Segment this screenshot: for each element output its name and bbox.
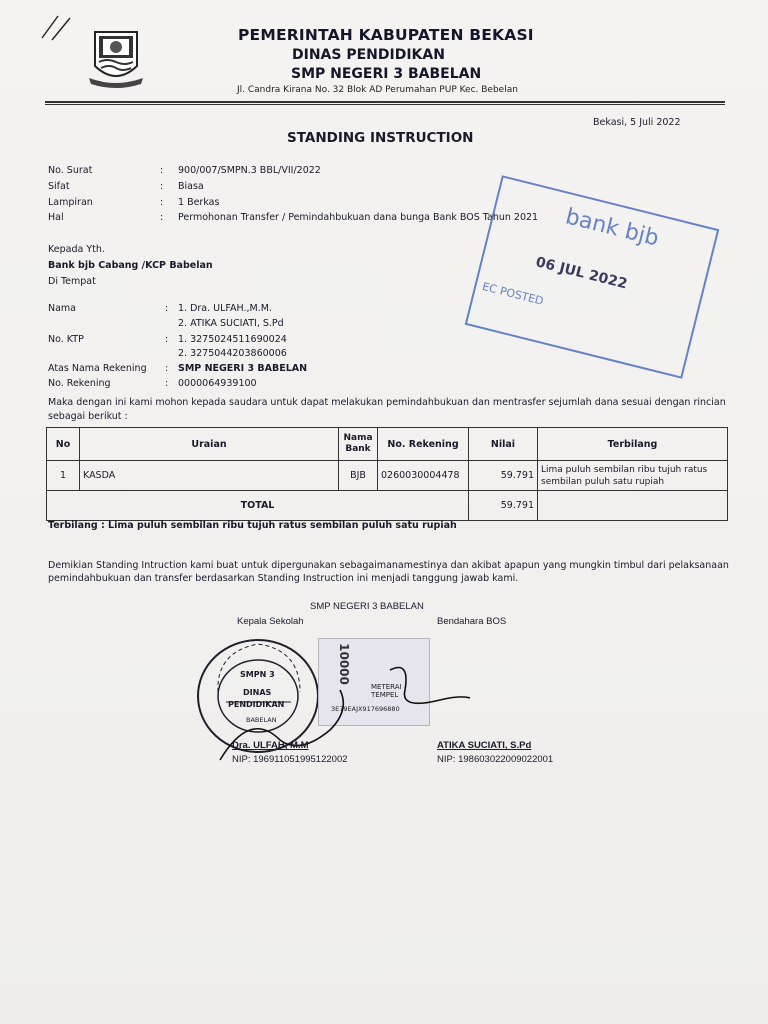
cell-terbilang [538, 461, 728, 491]
seal-center-2: DINAS [243, 688, 272, 697]
ktp-colon: : [165, 334, 169, 345]
signature-school: SMP NEGERI 3 BABELAN [310, 601, 424, 612]
recipient-bank: Bank bjb Cabang /KCP Babelan [48, 260, 213, 271]
nama-label: Nama [48, 303, 77, 314]
cell-rekening: 0260030004478 [378, 461, 469, 491]
header-government: PEMERINTAH KABUPATEN BEKASI [238, 26, 534, 44]
bank-received-stamp [465, 175, 720, 379]
rek-name: SMP NEGERI 3 BABELAN [178, 363, 308, 374]
meta-label-sifat: Sifat [48, 181, 70, 192]
table-header-row [47, 428, 728, 461]
meta-colon: : [160, 181, 164, 192]
signature-left-nip: NIP: 196911051995122002 [232, 754, 348, 765]
meta-label-lampiran: Lampiran [48, 197, 93, 208]
bank-stamp-date: 06 JUL 2022 [534, 254, 629, 293]
bank-stamp-name: bank bjb [562, 204, 662, 252]
meta-label-hal: Hal [48, 212, 64, 223]
seal-center-3: PENDIDIKAN [228, 700, 285, 709]
rek-no: 0000064939100 [178, 378, 257, 389]
handwritten-signatures [210, 650, 480, 770]
document-title: STANDING INSTRUCTION [287, 130, 474, 146]
recipient-to: Kepada Yth. [48, 244, 105, 255]
table-total-row [47, 491, 728, 521]
meta-colon: : [160, 212, 164, 223]
total-label: TOTAL [47, 491, 469, 521]
meta-value-hal: Permohonan Transfer / Pemindahbukuan dana bunga Bank BOS Tahun 2021 [178, 212, 539, 223]
cell-bank: BJB [339, 461, 378, 491]
meta-value-lampiran: 1 Berkas [178, 197, 220, 208]
header-divider [45, 101, 725, 103]
col-header-bank: Nama Bank [339, 428, 378, 461]
cell-uraian: KASDA [80, 461, 339, 491]
terbilang-summary: Terbilang : Lima puluh sembilan ribu tujuh ratus sembilan puluh satu rupiah [48, 520, 457, 531]
intro-line-2: sebagai berikut : [48, 411, 128, 422]
nama-2: 2. ATIKA SUCIATI, S.Pd [178, 318, 284, 329]
header-department: DINAS PENDIDIKAN [292, 47, 445, 63]
meterai-label: METERAI TEMPEL [371, 683, 402, 699]
total-value: 59.791 [469, 491, 538, 521]
header-school: SMP NEGERI 3 BABELAN [291, 66, 482, 82]
rek-name-label: Atas Nama Rekening [48, 363, 147, 374]
rek-no-colon: : [165, 378, 169, 389]
meterai-code: 3E79EAJX917696880 [331, 705, 400, 713]
col-header-terbilang: Terbilang [538, 428, 728, 461]
bank-stamp-posted: EC POSTED [480, 279, 545, 308]
col-header-uraian: Uraian [80, 428, 339, 461]
intro-line-1: Maka dengan ini kami mohon kepada saudara untuk dapat melakukan pemindahbukuan dan mentrasfer sejumlah dana sesuai dengan rincian [48, 397, 726, 408]
signature-left-name: Dra. ULFAH, M.M [232, 740, 309, 751]
seal-center-4: BABELAN [246, 716, 277, 724]
table-row [47, 461, 728, 491]
header-divider-thin [45, 104, 725, 105]
recipient-place: Di Tempat [48, 276, 96, 287]
rek-name-colon: : [165, 363, 169, 374]
signature-left-role: Kepala Sekolah [237, 616, 304, 627]
cell-nilai: 59.791 [469, 461, 538, 491]
ktp-label: No. KTP [48, 334, 84, 345]
header-address: Jl. Candra Kirana No. 32 Blok AD Perumahan PUP Kec. Bebelan [237, 85, 518, 95]
meterai-value: 10000 [336, 643, 351, 685]
signature-right-name: ATIKA SUCIATI, S.Pd [437, 740, 532, 751]
cell-terbilang-line-1: Lima puluh sembilan ribu tujuh ratus [541, 464, 708, 475]
rek-no-label: No. Rekening [48, 378, 111, 389]
regency-logo [85, 28, 147, 90]
meta-value-no-surat: 900/007/SMPN.3 BBL/VII/2022 [178, 165, 321, 176]
meta-colon: : [160, 197, 164, 208]
letter-date: Bekasi, 5 Juli 2022 [593, 117, 681, 128]
meta-value-sifat: Biasa [178, 181, 204, 192]
nama-1: 1. Dra. ULFAH.,M.M. [178, 303, 272, 314]
cell-terbilang-line-2: sembilan puluh satu rupiah [541, 476, 665, 487]
ktp-1: 1. 3275024511690024 [178, 334, 287, 345]
col-header-no: No [47, 428, 80, 461]
col-header-rekening: No. Rekening [378, 428, 469, 461]
closing-line-2: pemindahbukuan dan transfer berdasarkan Standing Instruction ini menjadi tanggung jawab kami. [48, 573, 519, 584]
closing-line-1: Demikian Standing Intruction kami buat untuk dipergunakan sebagaimanamestinya dan akibat apapun yang mungkin timbul dari pelaksanaan [48, 560, 729, 571]
transfer-table [46, 427, 728, 521]
handwritten-mark [40, 14, 80, 44]
ktp-2: 2. 3275044203860006 [178, 348, 287, 359]
cell-no: 1 [47, 461, 80, 491]
signature-right-role: Bendahara BOS [437, 616, 507, 627]
meta-colon: : [160, 165, 164, 176]
meta-label-no-surat: No. Surat [48, 165, 93, 176]
signature-right-nip: NIP: 198603022009022001 [437, 754, 554, 765]
total-terbilang-empty [538, 491, 728, 521]
seal-center-1: SMPN 3 [240, 670, 275, 679]
nama-colon: : [165, 303, 169, 314]
col-header-nilai: Nilai [469, 428, 538, 461]
